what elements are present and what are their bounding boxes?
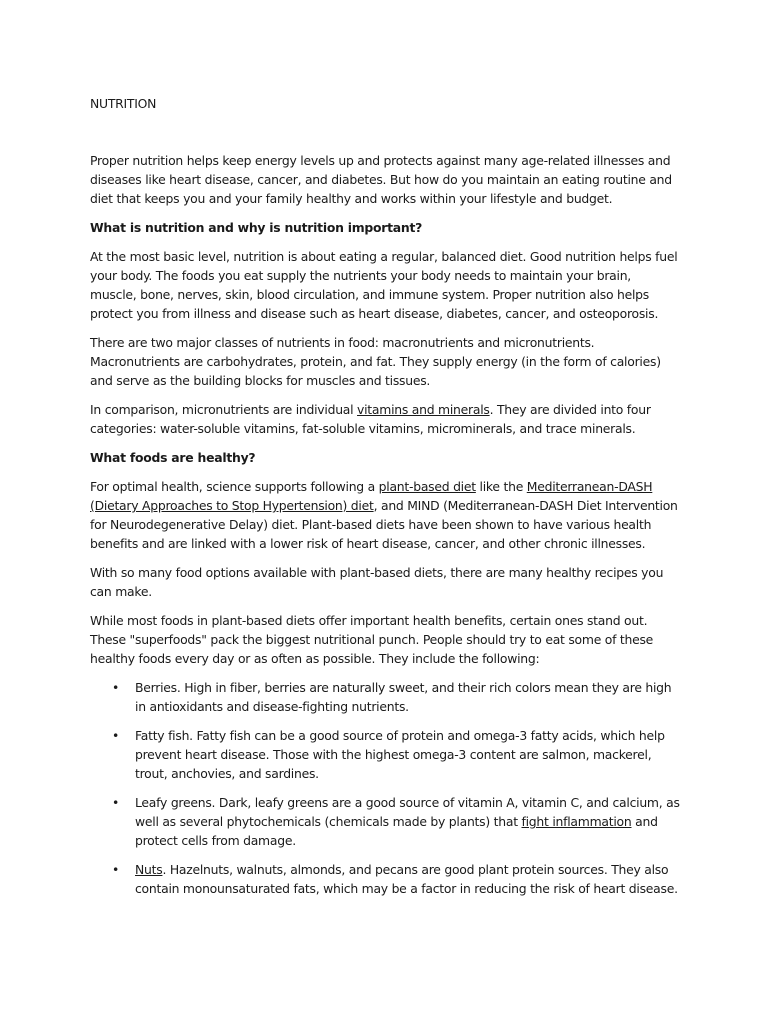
list-item-nuts [90,860,680,898]
list-item-text: Berries. High in fiber, berries are naturally sweet, and their rich colors mean they are high in antioxidants and disease-fighting nutrients. [135,680,672,714]
paragraph-text: , and MIND (Mediterranean-DASH Diet Intervention for Neurodegenerative Delay) diet. Plant-based diets have been shown to have various health benefits and are linked with a lower risk of heart disease, cancer, and other chronic illnesses. [90,498,678,551]
list-item-berries [90,678,680,716]
paragraph-text: . They are divided into four categories: water-soluble vitamins, fat-soluble vitamins, microminerals, and trace minerals. [90,402,651,436]
bullet-icon: • [112,795,120,810]
document-page [90,94,680,908]
paragraph-nutrient-classes: There are two major classes of nutrients in food: macronutrients and micronutrients. Macronutrients are carbohydrates, protein, and fat. They supply energy (in the form of calories) and serve as the building blocks for muscles and tissues. [90,335,661,388]
bullet-icon: • [112,862,120,877]
plant-based-diet-link[interactable]: plant-based diet [378,479,476,494]
superfoods-list [90,678,680,898]
paragraph-basic-nutrition: At the most basic level, nutrition is about eating a regular, balanced diet. Good nutrition helps fuel your body. The foods you eat supply the nutrients your body needs to maintain your brain, muscle, bone, nerves, skin, blood circulation, and immune system. Proper nutrition also helps protect you from illness and disease such as heart disease, diabetes, cancer, and osteoporosis. [90,249,678,321]
list-item-text: . Hazelnuts, walnuts, almonds, and pecans are good plant protein sources. They also contain monounsaturated fats, which may be a factor in reducing the risk of heart disease. [135,862,678,896]
paragraph-text: For optimal health, science supports following a [90,479,379,494]
paragraph-text: like the [475,479,527,494]
section-heading-healthy-foods: What foods are healthy? [90,450,256,465]
nuts-link[interactable]: Nuts [135,862,163,877]
paragraph-micronutrients [90,400,680,438]
document-title: NUTRITION [90,96,157,111]
intro-paragraph: Proper nutrition helps keep energy levels up and protects against many age-related illnesses and diseases like heart disease, cancer, and diabetes. But how do you maintain an eating routine and diet that keeps you and your family healthy and works within your lifestyle and budget. [90,153,672,206]
list-item-fatty-fish [90,726,680,783]
paragraph-optimal-health [90,477,680,553]
list-item-text: Fatty fish. Fatty fish can be a good source of protein and omega-3 fatty acids, which help prevent heart disease. Those with the highest omega-3 content are salmon, mackerel, trout, anchovies, and sardines. [135,728,665,781]
list-item-text: Leafy greens. Dark, leafy greens are a good source of vitamin A, vitamin C, and calcium, as well as several phytochemicals (chemicals made by plants) that [135,795,680,829]
list-item-leafy-greens [90,793,680,850]
mediterranean-dash-link[interactable]: Mediterranean-DASH (Dietary Approaches to Stop Hypertension) diet [90,479,653,513]
bullet-icon: • [112,680,120,695]
bullet-icon: • [112,728,120,743]
section-heading-nutrition: What is nutrition and why is nutrition important? [90,220,423,235]
paragraph-superfoods: While most foods in plant-based diets offer important health benefits, certain ones stand out. These "superfoods" pack the biggest nutritional punch. People should try to eat some of these healthy foods every day or as often as possible. They include the following: [90,613,654,666]
vitamins-minerals-link[interactable]: vitamins and minerals [357,402,490,417]
paragraph-recipes: With so many food options available with plant-based diets, there are many healthy recipes you can make. [90,565,664,599]
paragraph-text: In comparison, micronutrients are individual [90,402,358,417]
list-item-text: and protect cells from damage. [135,814,658,848]
fight-inflammation-link[interactable]: fight inflammation [521,814,632,829]
